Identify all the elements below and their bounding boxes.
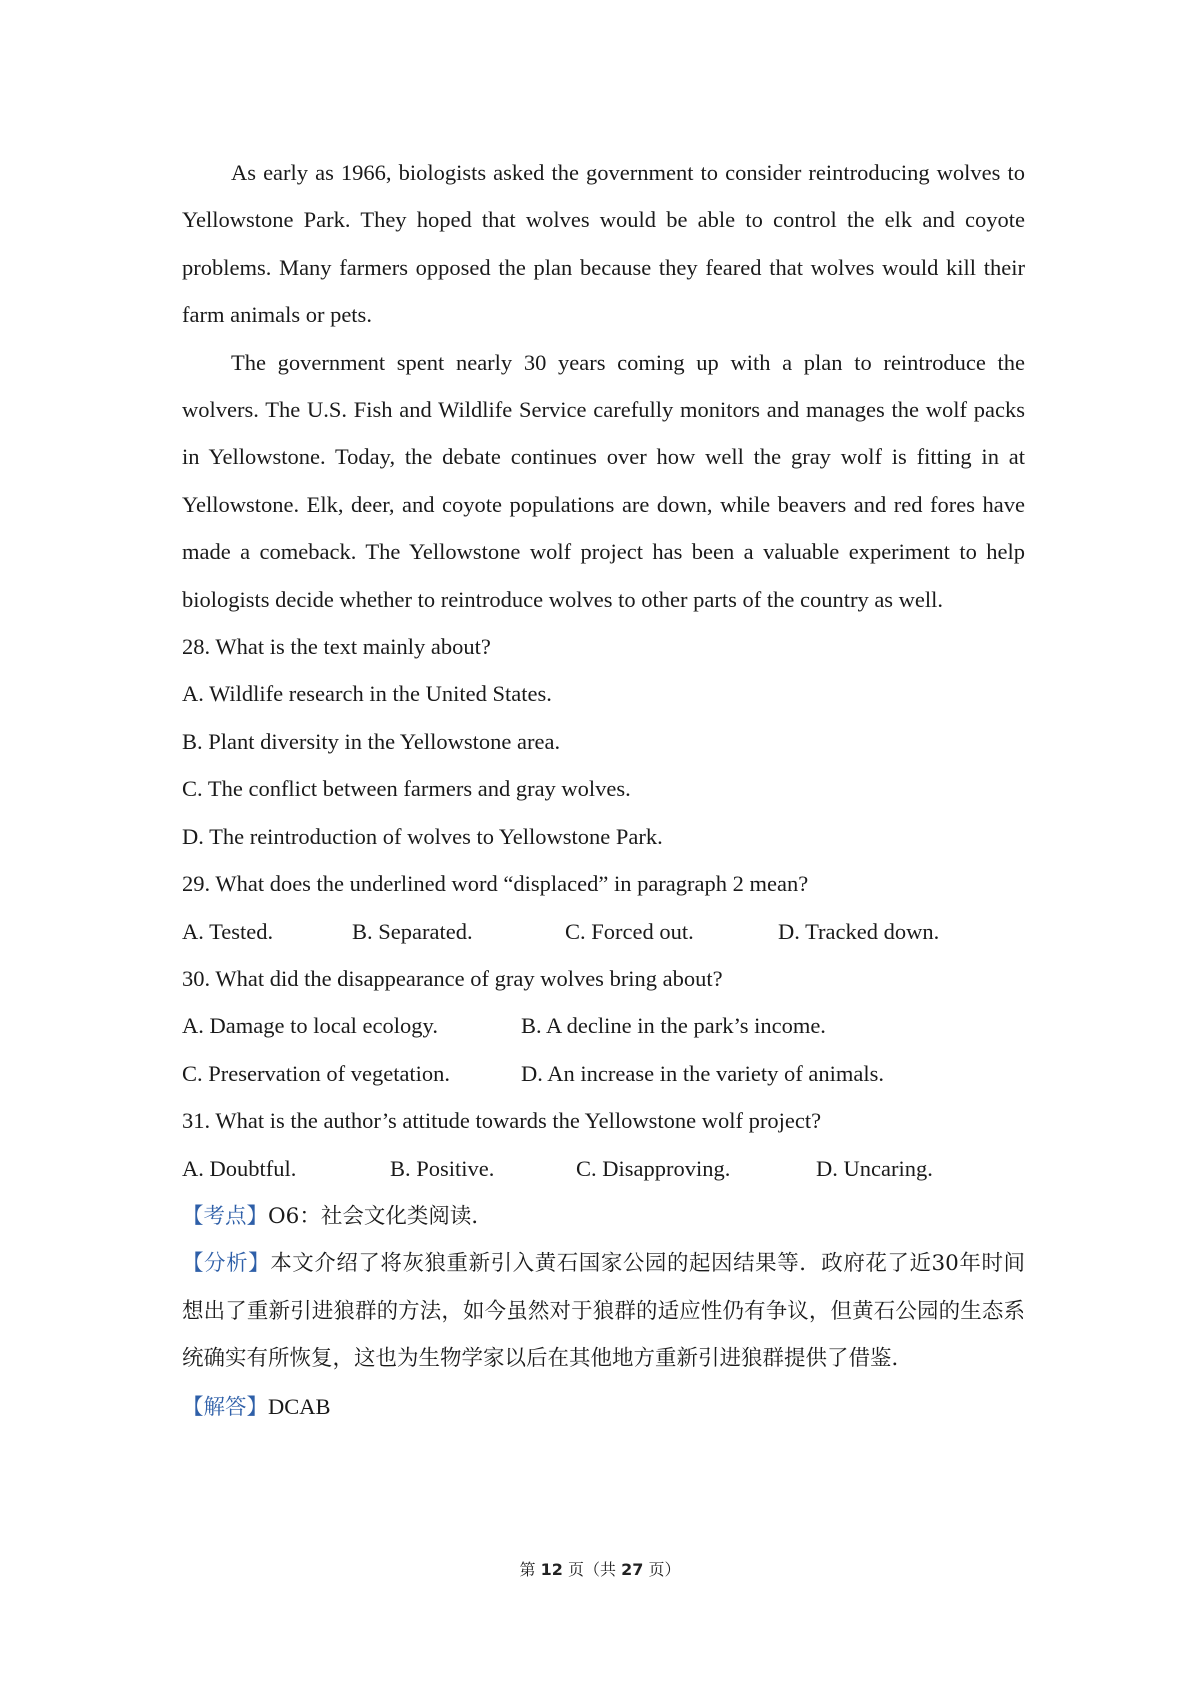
paragraph-1: As early as 1966, biologists asked the government to consider reintroducing wolves to Yellowstone Park. They hoped that wolves would be able to control the elk and coyote problems. Many farmers opposed the plan because they feared that wolves would kill their farm animals or pets. xyxy=(182,160,1025,328)
q29-option-c: C. Forced out. xyxy=(565,918,694,944)
page-footer xyxy=(0,1557,1200,1580)
kaodian-line xyxy=(182,1192,1025,1240)
footer-middle: 页（共 xyxy=(567,1560,616,1579)
q30-options-row-1 xyxy=(182,1002,1025,1049)
question-28: 28. What is the text mainly about? xyxy=(182,634,491,660)
fenxi-tag: 【分析】 xyxy=(182,1251,271,1277)
fenxi-text: 本文介绍了将灰狼重新引入黄石国家公园的起因结果等．政府花了近30年时间想出了重新引进狼群的方法，如今虽然对于狼群的适应性仍有争议，但黄石公园的生态系统确实有所恢复，这也为生物学家以后在其他地方重新引进狼群提供了借鉴． xyxy=(182,1251,1025,1372)
footer-prefix: 第 xyxy=(519,1560,536,1579)
q30-option-c: C. Preservation of vegetation. xyxy=(182,1060,451,1086)
question-31: 31. What is the author’s attitude towards the Yellowstone wolf project? xyxy=(182,1108,822,1134)
q29-options xyxy=(182,908,1025,955)
q29-option-d: D. Tracked down. xyxy=(778,918,940,944)
kaodian-text: O6：社会文化类阅读． xyxy=(268,1203,493,1229)
q31-option-a: A. Doubtful. xyxy=(182,1155,297,1181)
jieda-text: DCAB xyxy=(268,1393,331,1419)
q30-option-a: A. Damage to local ecology. xyxy=(182,1013,438,1039)
q28-option-a: A. Wildlife research in the United States. xyxy=(182,681,552,707)
q30-options-row-2 xyxy=(182,1050,1025,1097)
jieda-tag: 【解答】 xyxy=(182,1394,269,1420)
q28-option-d: D. The reintroduction of wolves to Yellowstone Park. xyxy=(182,823,663,849)
question-29: 29. What does the underlined word “displaced” in paragraph 2 mean? xyxy=(182,871,809,897)
q29-option-b: B. Separated. xyxy=(352,918,473,944)
q31-options xyxy=(182,1145,1025,1192)
question-30: 30. What did the disappearance of gray wolves bring about? xyxy=(182,965,723,991)
q28-option-c: C. The conflict between farmers and gray wolves. xyxy=(182,776,631,802)
footer-suffix: 页） xyxy=(648,1560,681,1579)
q30-option-b: B. A decline in the park’s income. xyxy=(521,1013,826,1039)
jieda-line xyxy=(182,1383,1025,1431)
q31-option-b: B. Positive. xyxy=(390,1155,495,1181)
q31-option-d: D. Uncaring. xyxy=(816,1155,933,1181)
q29-option-a: A. Tested. xyxy=(182,918,274,944)
q31-option-c: C. Disapproving. xyxy=(576,1155,731,1181)
q30-option-d: D. An increase in the variety of animals. xyxy=(521,1060,885,1086)
q28-option-b: B. Plant diversity in the Yellowstone area. xyxy=(182,728,561,754)
kaodian-tag: 【考点】 xyxy=(182,1203,269,1229)
footer-total-pages: 27 xyxy=(621,1560,644,1579)
fenxi-paragraph xyxy=(182,1240,1025,1382)
content xyxy=(182,149,1025,1431)
footer-page-number: 12 xyxy=(540,1560,563,1579)
paragraph-2: The government spent nearly 30 years coming up with a plan to reintroduce the wolvers. The U.S. Fish and Wildlife Service carefully monitors and manages the wolf packs in Yellowstone. Today, the debate continues over how well the gray wolf is fitting in at Yellowstone. Elk, deer, and coyote populations are down, while beavers and red fores have made a comeback. The Yellowstone wolf project has been a valuable experiment to help biologists decide whether to reintroduce wolves to other parts of the country as well. xyxy=(182,349,1025,612)
